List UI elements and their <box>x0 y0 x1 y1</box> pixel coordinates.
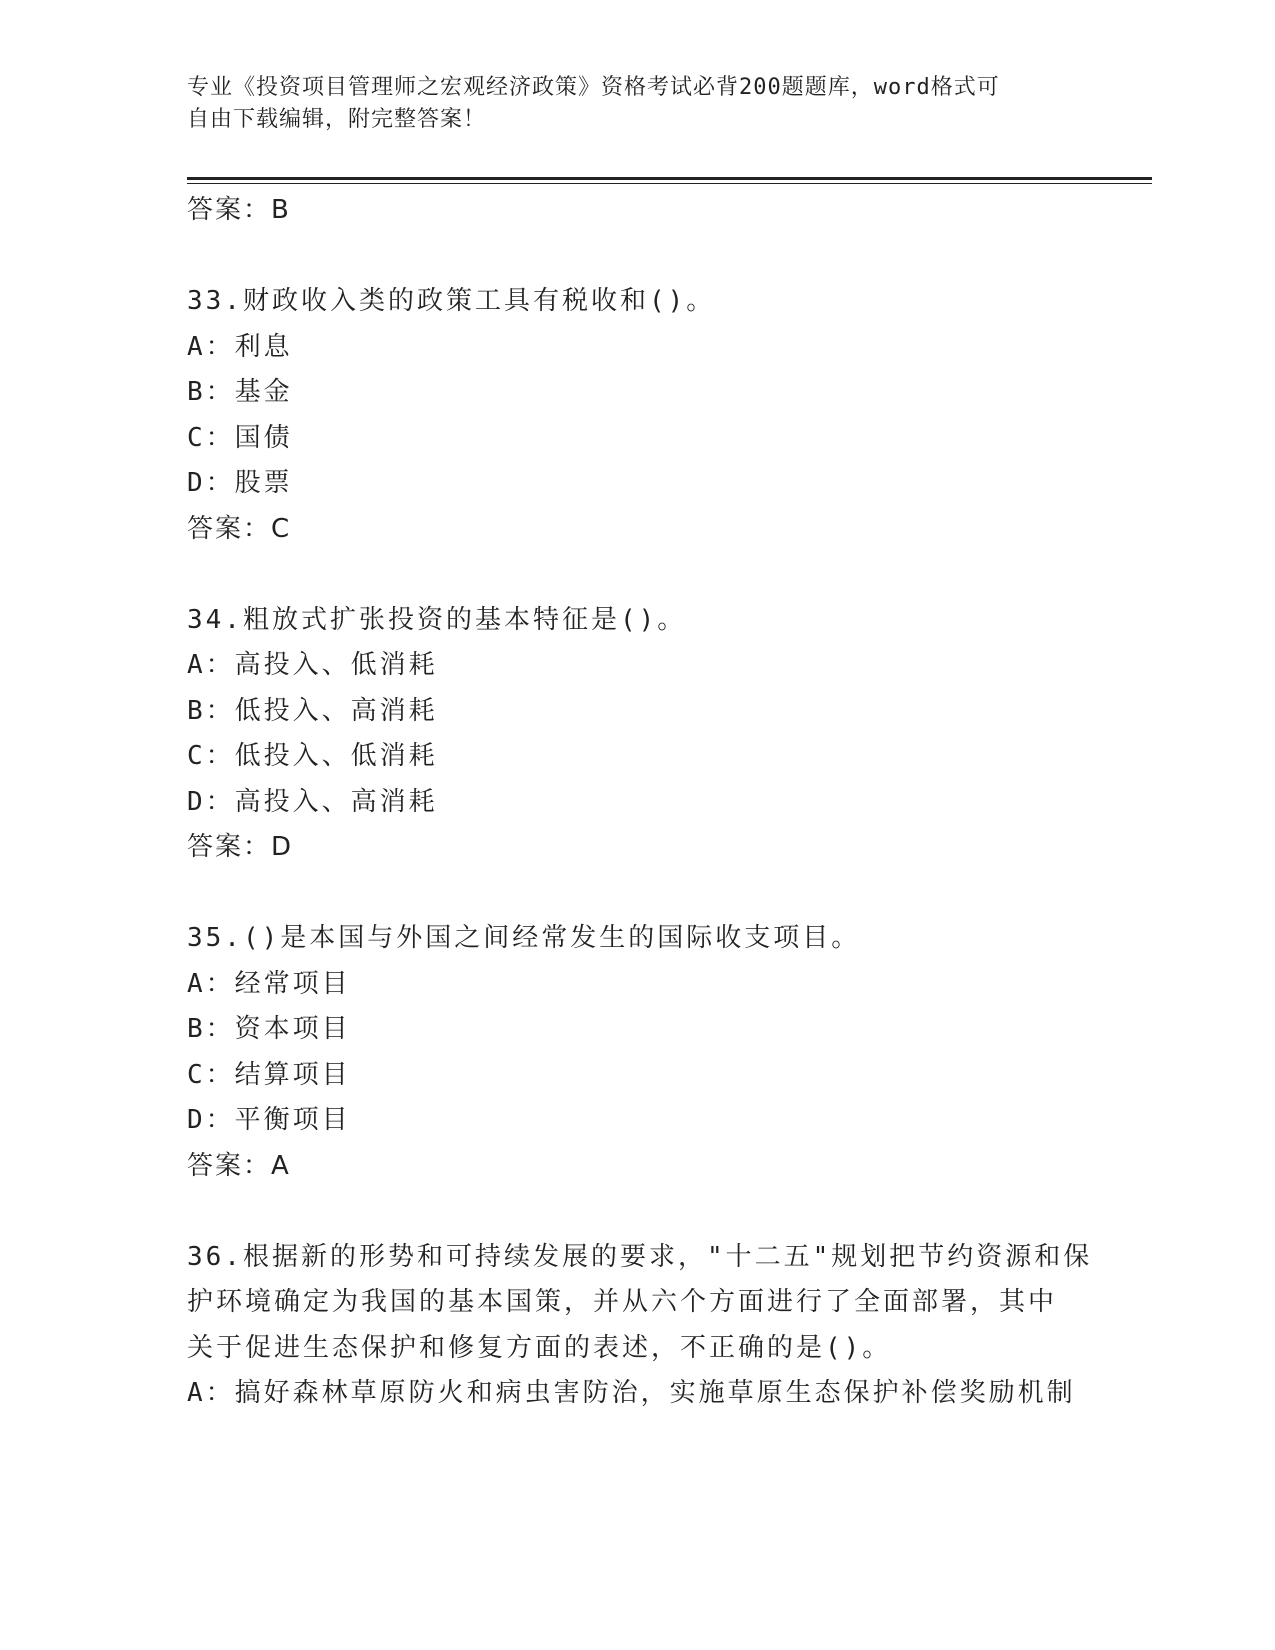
option-b: B：资本项目 <box>187 1014 351 1044</box>
question-35 <box>187 916 1087 1189</box>
option-a: A：经常项目 <box>187 968 351 999</box>
header-line-1: 专业《投资项目管理师之宏观经济政策》资格考试必背200题题库，word格式可 <box>187 75 1000 100</box>
header-rule-thick <box>187 177 1152 180</box>
question-stem-line-3: 关于促进生态保护和修复方面的表述，不正确的是()。 <box>187 1332 892 1363</box>
question-stem-line-2: 护环境确定为我国的基本国策，并从六个方面进行了全面部署，其中 <box>187 1287 1058 1317</box>
answer-35: 答案：A <box>187 1150 291 1181</box>
option-a: A：高投入、低消耗 <box>187 650 438 680</box>
spacer <box>187 1189 1087 1235</box>
option-a: A：利息 <box>187 331 293 362</box>
question-stem: 35.()是本国与外国之间经常发生的国际收支项目。 <box>187 923 861 953</box>
option-b: B：基金 <box>187 377 293 407</box>
header-rule-thin <box>187 183 1152 184</box>
question-stem: 34.粗放式扩张投资的基本特征是()。 <box>187 604 687 635</box>
option-d: D：平衡项目 <box>187 1105 351 1135</box>
option-d: D：股票 <box>187 468 293 498</box>
question-36 <box>187 1235 1093 1417</box>
question-33 <box>187 279 1087 552</box>
answer-33: 答案：C <box>187 513 292 544</box>
option-c: C：国债 <box>187 422 293 453</box>
answer-32: 答案：B <box>187 195 291 225</box>
spacer <box>187 871 1087 917</box>
header-line-2: 自由下载编辑，附完整答案！ <box>187 107 487 132</box>
option-b: B：低投入、高消耗 <box>187 695 438 726</box>
option-c: C：结算项目 <box>187 1059 351 1090</box>
spacer <box>187 552 1087 598</box>
question-list <box>187 188 1093 1417</box>
document-header <box>187 72 1067 136</box>
option-c: C：低投入、低消耗 <box>187 741 438 771</box>
question-stem-line-1: 36.根据新的形势和可持续发展的要求，"十二五"规划把节约资源和保 <box>187 1241 1093 1272</box>
option-d: D：高投入、高消耗 <box>187 786 438 817</box>
spacer <box>187 234 1087 280</box>
answer-34: 答案：D <box>187 832 294 862</box>
option-a: A：搞好森林草原防火和病虫害防治，实施草原生态保护补偿奖励机制 <box>187 1378 1076 1408</box>
question-34 <box>187 598 1087 871</box>
question-stem: 33.财政收入类的政策工具有税收和()。 <box>187 286 716 316</box>
